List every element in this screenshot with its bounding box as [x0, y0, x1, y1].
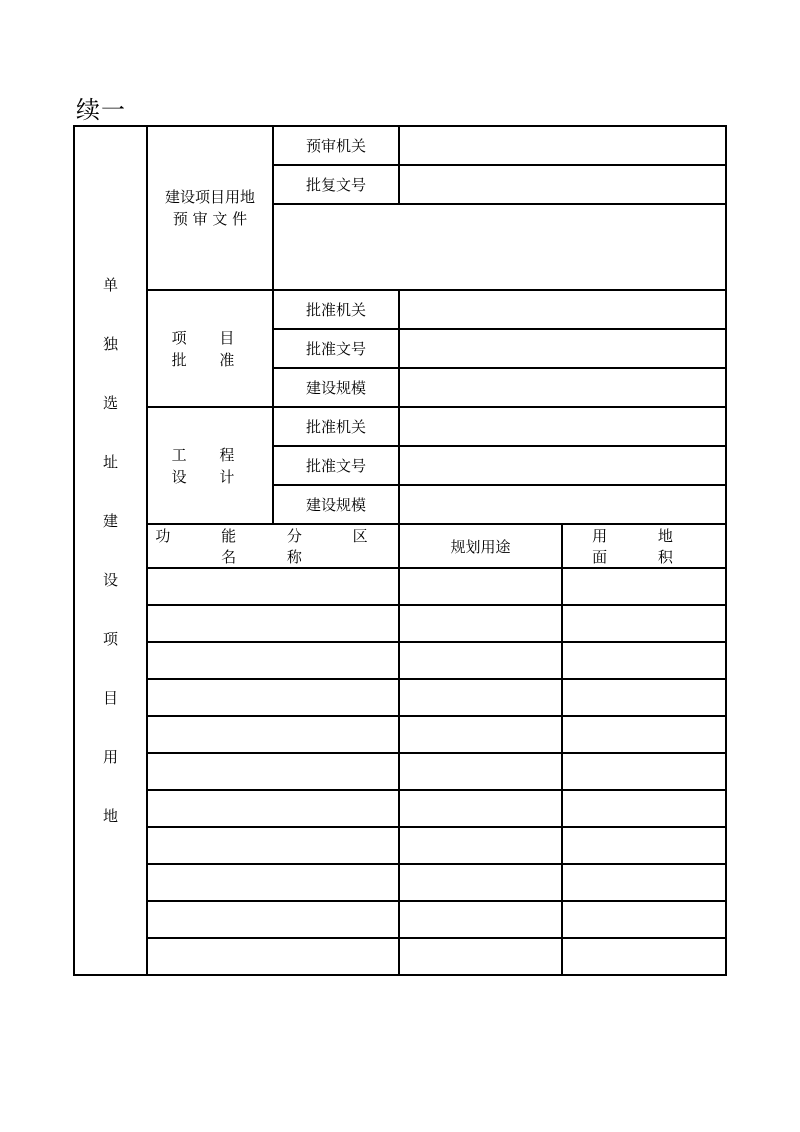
- planned-use-cell[interactable]: [399, 864, 562, 901]
- column-header-planned-use: 规划用途: [399, 524, 562, 568]
- table-row: [74, 827, 726, 864]
- land-area-cell[interactable]: [562, 679, 726, 716]
- planned-use-cell[interactable]: [399, 753, 562, 790]
- land-use-form-table: [73, 125, 727, 976]
- side-title-char: 地: [102, 806, 118, 825]
- land-area-cell[interactable]: [562, 827, 726, 864]
- page-title: 续一: [76, 96, 126, 124]
- field-label-preapproval-authority: 预审机关: [273, 126, 399, 165]
- side-title-char: 设: [102, 570, 118, 589]
- table-row: [74, 753, 726, 790]
- planned-use-cell[interactable]: [399, 716, 562, 753]
- table-row: [74, 901, 726, 938]
- table-row: [74, 679, 726, 716]
- table-row: [74, 938, 726, 975]
- field-label-construction-scale: 建设规模: [273, 368, 399, 407]
- land-area-cell[interactable]: [562, 642, 726, 679]
- side-title-char: 单: [102, 275, 118, 294]
- section-label-line: 建设项目用地: [164, 188, 255, 206]
- zone-name-cell[interactable]: [147, 790, 399, 827]
- side-title: [74, 126, 147, 975]
- side-title-char: 建: [102, 511, 118, 530]
- zone-name-cell[interactable]: [147, 568, 399, 605]
- side-title-char: 用: [102, 747, 118, 766]
- side-title-char: 目: [102, 688, 118, 707]
- side-title-char: 项: [102, 629, 118, 648]
- section-label-line: 预 审 文 件: [172, 210, 248, 228]
- field-value-design-construction-scale[interactable]: [399, 485, 726, 524]
- field-label-design-approval-number: 批准文号: [273, 446, 399, 485]
- side-title-char: 址: [102, 452, 118, 471]
- zone-name-cell[interactable]: [147, 864, 399, 901]
- field-value-approving-authority[interactable]: [399, 290, 726, 329]
- zone-name-cell[interactable]: [147, 901, 399, 938]
- land-area-cell[interactable]: [562, 605, 726, 642]
- zone-name-cell[interactable]: [147, 716, 399, 753]
- side-title-char: 独: [102, 334, 118, 353]
- field-value-construction-scale[interactable]: [399, 368, 726, 407]
- planned-use-cell[interactable]: [399, 827, 562, 864]
- table-row: [74, 568, 726, 605]
- field-label-approval-doc-number: 批复文号: [273, 165, 399, 204]
- column-header-zone-name: 功 能 分 区 名 称: [147, 524, 399, 568]
- land-area-cell[interactable]: [562, 901, 726, 938]
- table-row: [74, 864, 726, 901]
- zone-name-cell[interactable]: [147, 938, 399, 975]
- section-label-engineering-design: 工 程 设 计: [147, 407, 273, 524]
- section-label-preapproval-docs: [147, 126, 273, 290]
- side-title-char: 选: [102, 393, 118, 412]
- land-area-cell[interactable]: [562, 568, 726, 605]
- zone-name-cell[interactable]: [147, 753, 399, 790]
- land-area-cell[interactable]: [562, 790, 726, 827]
- field-label-approval-number: 批准文号: [273, 329, 399, 368]
- field-value-preapproval-authority[interactable]: [399, 126, 726, 165]
- field-value-design-approval-number[interactable]: [399, 446, 726, 485]
- land-area-cell[interactable]: [562, 753, 726, 790]
- planned-use-cell[interactable]: [399, 568, 562, 605]
- field-value-approval-doc-number[interactable]: [399, 165, 726, 204]
- table-row: [74, 642, 726, 679]
- land-area-cell[interactable]: [562, 864, 726, 901]
- section-label-project-approval: 项 目 批 准: [147, 290, 273, 407]
- field-value-design-approving-authority[interactable]: [399, 407, 726, 446]
- table-row: [74, 790, 726, 827]
- planned-use-cell[interactable]: [399, 679, 562, 716]
- planned-use-cell[interactable]: [399, 642, 562, 679]
- land-area-cell[interactable]: [562, 938, 726, 975]
- land-area-cell[interactable]: [562, 716, 726, 753]
- column-header-land-area: 用 地 面 积: [562, 524, 726, 568]
- table-row: [74, 716, 726, 753]
- field-label-design-construction-scale: 建设规模: [273, 485, 399, 524]
- field-label-design-approving-authority: 批准机关: [273, 407, 399, 446]
- zone-name-cell[interactable]: [147, 679, 399, 716]
- field-label-approving-authority: 批准机关: [273, 290, 399, 329]
- zone-name-cell[interactable]: [147, 605, 399, 642]
- planned-use-cell[interactable]: [399, 938, 562, 975]
- planned-use-cell[interactable]: [399, 901, 562, 938]
- zone-name-cell[interactable]: [147, 642, 399, 679]
- planned-use-cell[interactable]: [399, 605, 562, 642]
- table-row: [74, 605, 726, 642]
- field-value-approval-number[interactable]: [399, 329, 726, 368]
- planned-use-cell[interactable]: [399, 790, 562, 827]
- zone-name-cell[interactable]: [147, 827, 399, 864]
- preapproval-notes-area[interactable]: [273, 204, 726, 290]
